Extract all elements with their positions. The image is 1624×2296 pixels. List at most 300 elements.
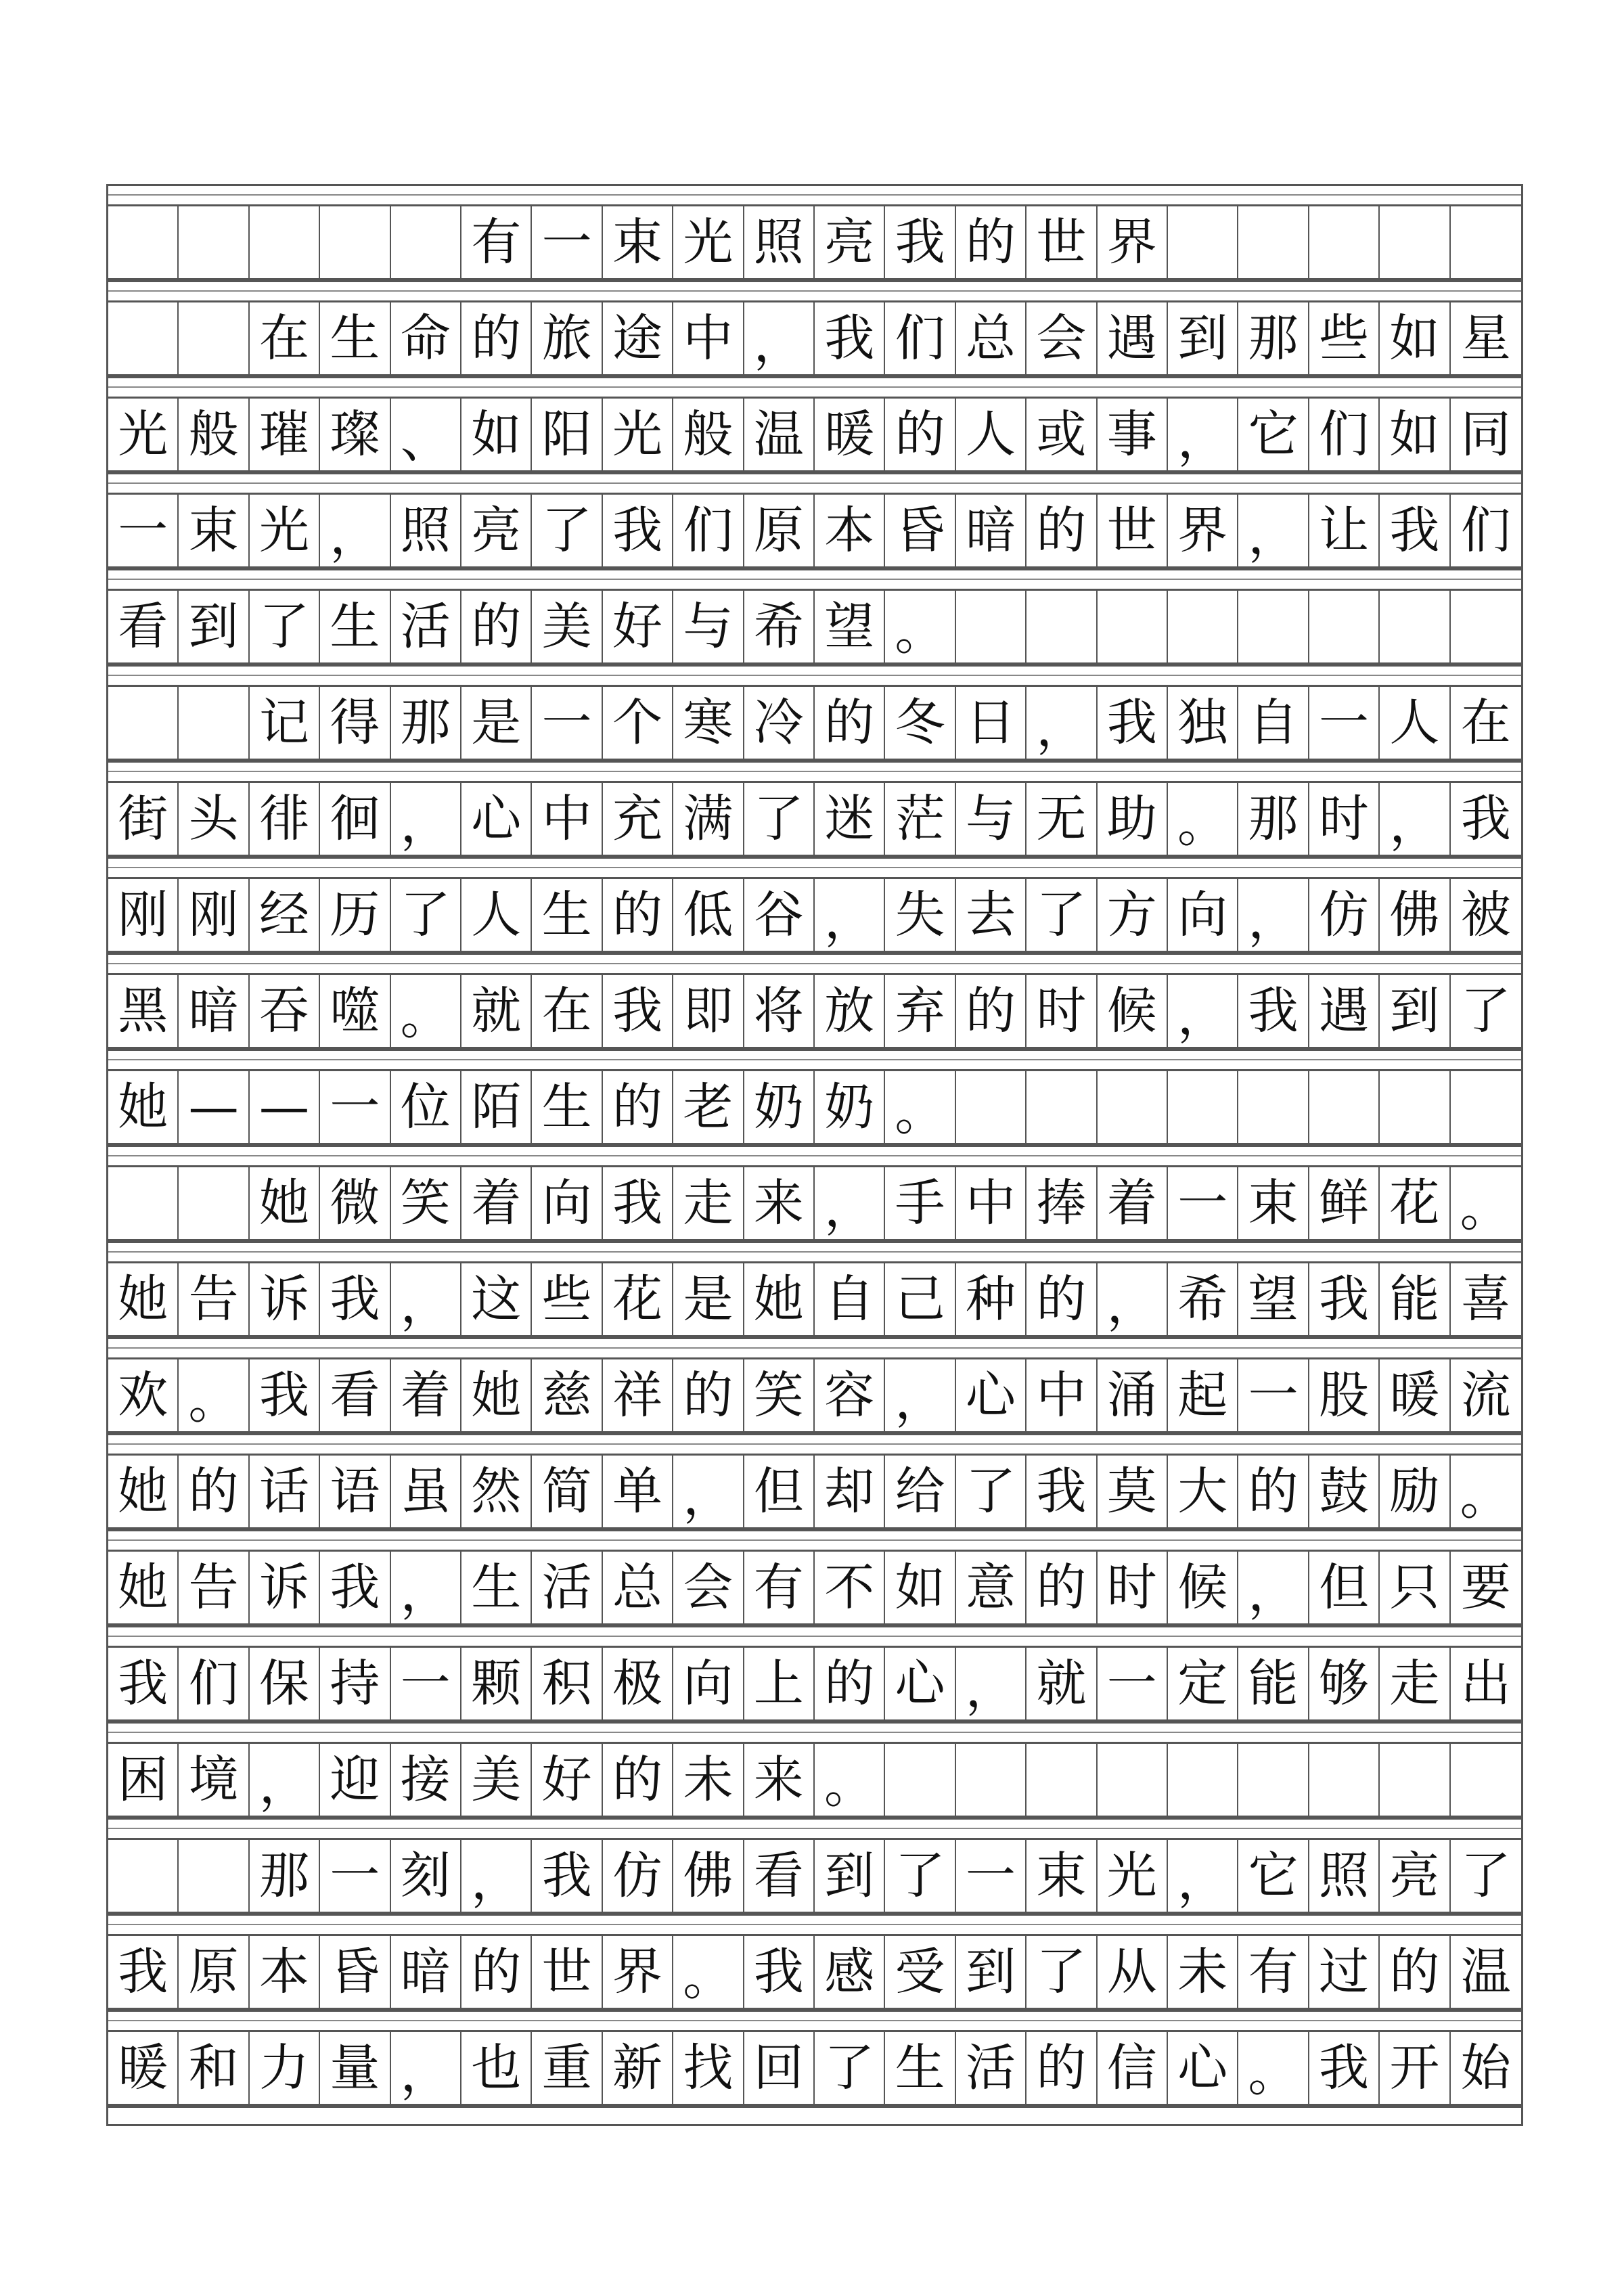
grid-cell: 般: [179, 399, 249, 470]
grid-cell: 奶: [815, 1071, 885, 1143]
grid-cell: [1238, 591, 1309, 662]
grid-row: [108, 877, 1521, 953]
grid-cell: 本: [250, 1936, 320, 2008]
grid-cell: 时: [1098, 1552, 1168, 1623]
grid-cell: 给: [885, 1456, 955, 1527]
text-row: [108, 1145, 1521, 1241]
grid-cell: [1168, 1744, 1238, 1816]
grid-cell: 我: [108, 1648, 179, 1719]
grid-cell: 一: [1098, 1648, 1168, 1719]
grid-cell: [320, 206, 390, 278]
grid-cell: 祥: [603, 1359, 673, 1431]
grid-cell: 的: [956, 206, 1027, 278]
grid-cell: 走: [673, 1167, 744, 1239]
grid-cell: 暗: [391, 1936, 461, 2008]
grid-cell: [956, 1071, 1027, 1143]
grid-cell: 照: [1309, 1840, 1380, 1912]
grid-cell: 如: [1380, 399, 1450, 470]
grid-cell: [108, 687, 179, 759]
grid-cell: 历: [320, 879, 390, 951]
grid-cell: [1027, 1071, 1097, 1143]
row-spacer: [108, 665, 1521, 685]
grid-cell: 那: [391, 687, 461, 759]
grid-cell: 刚: [179, 879, 249, 951]
grid-cell: 困: [108, 1744, 179, 1816]
grid-cell: 定: [1168, 1648, 1238, 1719]
grid-cell: 如: [885, 1552, 955, 1623]
grid-cell: 它: [1238, 1840, 1309, 1912]
grid-cell: [250, 206, 320, 278]
grid-row: [108, 397, 1521, 472]
row-spacer: [108, 472, 1521, 493]
grid-cell: ，: [391, 783, 461, 855]
grid-cell: 望: [815, 591, 885, 662]
text-row: [108, 472, 1521, 568]
grid-cell: 暖: [815, 399, 885, 470]
grid-cell: 从: [1098, 1936, 1168, 2008]
grid-cell: [1238, 1071, 1309, 1143]
row-spacer: [108, 953, 1521, 973]
grid-cell: [391, 206, 461, 278]
grid-cell: [1309, 591, 1380, 662]
grid-cell: 花: [1380, 1167, 1450, 1239]
grid-cell: 着: [1098, 1167, 1168, 1239]
grid-cell: 候: [1098, 975, 1168, 1047]
grid-cell: [1098, 591, 1168, 662]
grid-row: [108, 2030, 1521, 2106]
grid-cell: 在: [1460, 694, 1511, 752]
grid-cell: 们: [673, 495, 744, 566]
grid-cell: 的: [1027, 1263, 1097, 1335]
grid-row: [108, 973, 1521, 1049]
grid-cell: 看: [108, 591, 179, 662]
grid-cell: 话: [250, 1456, 320, 1527]
grid-cell: 告: [179, 1552, 249, 1623]
grid-cell: 不: [815, 1552, 885, 1623]
grid-row: [108, 685, 1521, 761]
grid-cell: 我: [1098, 687, 1168, 759]
grid-cell: 力: [250, 2032, 320, 2104]
grid-cell: ，: [1238, 495, 1309, 566]
grid-cell: [1238, 1744, 1309, 1816]
row-spacer: [108, 1145, 1521, 1165]
grid-cell: 就: [1027, 1648, 1097, 1719]
text-row: [108, 1625, 1521, 1721]
grid-cell: 活: [391, 591, 461, 662]
grid-cell: [1027, 1744, 1097, 1816]
title-row: [108, 184, 1521, 280]
grid-cell: 一: [320, 1840, 390, 1912]
grid-cell: 一: [391, 1648, 461, 1719]
grid-cell: 暖: [1380, 1359, 1450, 1431]
grid-cell: [179, 1167, 249, 1239]
grid-cell: 失: [885, 879, 955, 951]
grid-cell: 中: [532, 783, 602, 855]
grid-cell: 诉: [250, 1552, 320, 1623]
grid-cell: 束: [179, 495, 249, 566]
grid-cell: 日: [956, 687, 1027, 759]
grid-cell: 。: [1460, 1179, 1510, 1238]
grid-cell: 保: [250, 1648, 320, 1719]
grid-cell: 仿: [1309, 879, 1380, 951]
grid-cell: 与: [673, 591, 744, 662]
grid-cell: 在: [250, 302, 320, 374]
grid-cell: 我: [815, 302, 885, 374]
grid-cell: 的: [1238, 1456, 1309, 1527]
grid-cell: 那: [250, 1840, 320, 1912]
grid-cell: 向: [673, 1648, 744, 1719]
grid-cell: 大: [1168, 1456, 1238, 1527]
grid-row: [108, 1165, 1521, 1241]
grid-cell: 的: [461, 302, 532, 374]
grid-cell: 们: [179, 1648, 249, 1719]
grid-cell: 她: [108, 1552, 179, 1623]
grid-cell: 佛: [673, 1840, 744, 1912]
text-row: [108, 1721, 1521, 1818]
grid-cell: 即: [673, 975, 744, 1047]
grid-cell: ，: [1098, 1263, 1168, 1335]
grid-cell: 我: [603, 495, 673, 566]
grid-cell: 到: [815, 1840, 885, 1912]
grid-cell: 鼓: [1309, 1456, 1380, 1527]
grid-cell: 了: [1027, 1936, 1097, 2008]
row-spacer: [108, 1818, 1521, 1838]
grid-cell: 那: [1238, 302, 1309, 374]
grid-cell: 够: [1309, 1648, 1380, 1719]
grid-cell: 一: [320, 1071, 390, 1143]
grid-cell: 的: [1027, 2032, 1097, 2104]
grid-cell: 信: [1098, 2032, 1168, 2104]
grid-cell: 。: [673, 1936, 744, 2008]
grid-cell: 佛: [1380, 879, 1450, 951]
grid-cell: 美: [532, 591, 602, 662]
grid-cell: 本: [815, 495, 885, 566]
grid-cell: 看: [320, 1359, 390, 1431]
grid-cell: [179, 206, 249, 278]
grid-cell: 过: [1309, 1936, 1380, 2008]
grid-cell: 我: [532, 1840, 602, 1912]
grid-cell: 的: [1380, 1936, 1450, 2008]
grid-cell: 了: [250, 591, 320, 662]
grid-cell: 会: [673, 1552, 744, 1623]
grid-cell: 她: [744, 1263, 815, 1335]
grid-cell: ，: [1168, 1840, 1238, 1912]
grid-cell: 这: [461, 1263, 532, 1335]
grid-cell: 持: [320, 1648, 390, 1719]
grid-cell: 笑: [391, 1167, 461, 1239]
grid-cell: 有: [1238, 1936, 1309, 2008]
grid-cell: 出: [1460, 1655, 1511, 1713]
grid-cell: 了: [956, 1456, 1027, 1527]
row-spacer: [108, 1529, 1521, 1550]
grid-cell: 。: [815, 1744, 885, 1816]
grid-cell: 光: [1098, 1840, 1168, 1912]
grid-cell: [1168, 1071, 1238, 1143]
grid-cell: 迎: [320, 1744, 390, 1816]
grid-cell: 人: [461, 879, 532, 951]
grid-cell: 仿: [603, 1840, 673, 1912]
grid-cell: 头: [179, 783, 249, 855]
grid-cell: 们: [1460, 501, 1511, 560]
grid-cell: 微: [320, 1167, 390, 1239]
grid-cell: 界: [603, 1936, 673, 2008]
grid-row: [108, 300, 1521, 376]
grid-cell: 光: [603, 399, 673, 470]
grid-cell: 光: [250, 495, 320, 566]
grid-cell: 单: [603, 1456, 673, 1527]
grid-cell: 些: [1309, 302, 1380, 374]
grid-cell: 但: [744, 1456, 815, 1527]
grid-cell: 的: [603, 1744, 673, 1816]
grid-cell: 世: [1098, 495, 1168, 566]
grid-cell: 。: [179, 1359, 249, 1431]
grid-cell: 回: [744, 2032, 815, 2104]
grid-cell: 时: [1027, 975, 1097, 1047]
grid-cell: [1027, 591, 1097, 662]
grid-cell: 冬: [885, 687, 955, 759]
grid-cell: 要: [1460, 1558, 1511, 1617]
row-spacer: [108, 1337, 1521, 1357]
grid-cell: 星: [1460, 309, 1511, 367]
grid-cell: [108, 1167, 179, 1239]
grid-cell: 向: [532, 1167, 602, 1239]
text-row: [108, 1433, 1521, 1529]
grid-cell: [885, 1744, 955, 1816]
grid-cell: ，: [391, 2032, 461, 2104]
grid-cell: [179, 1840, 249, 1912]
grid-cell: 鲜: [1309, 1167, 1380, 1239]
grid-cell: 到: [179, 591, 249, 662]
grid-cell: 刚: [108, 879, 179, 951]
grid-cell: 照: [391, 495, 461, 566]
grid-cell: 或: [1027, 399, 1097, 470]
grid-cell: 重: [532, 2032, 602, 2104]
grid-cell: 我: [320, 1263, 390, 1335]
grid-cell: 了: [1027, 879, 1097, 951]
grid-cell: 也: [461, 2032, 532, 2104]
grid-cell: 。: [1168, 783, 1238, 855]
grid-cell: 寒: [673, 687, 744, 759]
grid-row: [108, 1357, 1521, 1433]
grid-cell: 放: [815, 975, 885, 1047]
text-row: [108, 376, 1521, 472]
grid-cell: 我: [603, 1167, 673, 1239]
grid-cell: 的: [461, 1936, 532, 2008]
grid-cell: 一: [108, 495, 179, 566]
grid-cell: 了: [1460, 982, 1511, 1040]
grid-cell: 位: [391, 1071, 461, 1143]
grid-cell: 着: [461, 1167, 532, 1239]
grid-cell: 刻: [391, 1840, 461, 1912]
grid-cell: 亮: [461, 495, 532, 566]
grid-cell: 。: [391, 975, 461, 1047]
grid-cell: 们: [885, 302, 955, 374]
grid-cell: 一: [1238, 1359, 1309, 1431]
grid-cell: ，: [744, 302, 815, 374]
grid-cell: 阳: [532, 399, 602, 470]
grid-cell: 起: [1168, 1359, 1238, 1431]
grid-cell: 弃: [885, 975, 955, 1047]
grid-cell: 的: [815, 1648, 885, 1719]
grid-row: [108, 1261, 1521, 1337]
grid-cell: 生: [532, 1071, 602, 1143]
row-spacer: [108, 1914, 1521, 1934]
grid-cell: 世: [532, 1936, 602, 2008]
grid-cell: 总: [603, 1552, 673, 1623]
grid-cell: 会: [1027, 302, 1097, 374]
grid-cell: 到: [1380, 975, 1450, 1047]
grid-cell: 希: [744, 591, 815, 662]
grid-cell: 己: [885, 1263, 955, 1335]
grid-cell: [1309, 1744, 1380, 1816]
grid-cell: ，: [885, 1359, 955, 1431]
grid-cell: 有: [744, 1552, 815, 1623]
grid-cell: ，: [1168, 975, 1238, 1047]
grid-cell: 开: [1380, 2032, 1450, 2104]
grid-cell: 束: [603, 206, 673, 278]
grid-cell: 诉: [250, 1263, 320, 1335]
grid-cell: 茫: [885, 783, 955, 855]
text-row: [108, 953, 1521, 1049]
grid-cell: 谷: [744, 879, 815, 951]
text-row: [108, 280, 1521, 376]
grid-cell: 在: [532, 975, 602, 1047]
grid-cell: [1309, 206, 1380, 278]
grid-cell: 慈: [532, 1359, 602, 1431]
grid-cell: 喜: [1460, 1270, 1511, 1328]
grid-cell: 生: [320, 591, 390, 662]
grid-cell: —: [179, 1071, 249, 1143]
row-spacer: [108, 857, 1521, 877]
grid-cell: [179, 687, 249, 759]
grid-cell: 了: [1460, 1847, 1511, 1905]
row-spacer: [108, 1433, 1521, 1454]
grid-cell: 手: [885, 1167, 955, 1239]
grid-cell: 候: [1168, 1552, 1238, 1623]
text-row: [108, 2010, 1521, 2106]
grid-cell: 我: [250, 1359, 320, 1431]
grid-cell: 了: [885, 1840, 955, 1912]
grid-cell: 个: [603, 687, 673, 759]
grid-cell: 旅: [532, 302, 602, 374]
grid-cell: 种: [956, 1263, 1027, 1335]
grid-cell: 的: [956, 975, 1027, 1047]
grid-cell: [108, 206, 179, 278]
grid-cell: 极: [603, 1648, 673, 1719]
grid-cell: [956, 1744, 1027, 1816]
grid-cell: [1380, 591, 1450, 662]
grid-cell: 望: [1238, 1263, 1309, 1335]
grid-cell: [1380, 1744, 1450, 1816]
grid-cell: 是: [673, 1263, 744, 1335]
grid-cell: 感: [815, 1936, 885, 2008]
text-row: [108, 1529, 1521, 1625]
grid-cell: 我: [1380, 495, 1450, 566]
grid-cell: 容: [815, 1359, 885, 1431]
grid-cell: 原: [744, 495, 815, 566]
grid-cell: 将: [744, 975, 815, 1047]
grid-cell: 来: [744, 1167, 815, 1239]
grid-cell: 心: [461, 783, 532, 855]
grid-cell: [1168, 206, 1238, 278]
row-spacer: [108, 1721, 1521, 1742]
grid-cell: 。: [885, 1071, 955, 1143]
grid-cell: 她: [250, 1167, 320, 1239]
grid-cell: 记: [250, 687, 320, 759]
grid-cell: 生: [885, 2032, 955, 2104]
grid-cell: 界: [1098, 206, 1168, 278]
grid-cell: 。: [1460, 1468, 1510, 1526]
grid-cell: 同: [1460, 405, 1511, 464]
grid-cell: 束: [1238, 1167, 1309, 1239]
grid-cell: 的: [1027, 1552, 1097, 1623]
grid-cell: 来: [744, 1744, 815, 1816]
grid-cell: 陌: [461, 1071, 532, 1143]
grid-cell: 温: [1460, 1943, 1511, 2001]
text-row: [108, 1914, 1521, 2010]
grid-cell: 股: [1309, 1359, 1380, 1431]
grid-cell: 一: [1168, 1167, 1238, 1239]
grid-cell: 总: [956, 302, 1027, 374]
grid-cell: 的: [673, 1359, 744, 1431]
grid-row: [108, 781, 1521, 857]
grid-cell: 境: [179, 1744, 249, 1816]
grid-row: [108, 1454, 1521, 1529]
row-spacer: [108, 280, 1521, 300]
grid-cell: 受: [885, 1936, 955, 2008]
grid-cell: 街: [108, 783, 179, 855]
grid-cell: 徘: [250, 783, 320, 855]
grid-cell: 然: [461, 1456, 532, 1527]
grid-cell: 一: [532, 206, 602, 278]
grid-cell: 我: [108, 1936, 179, 2008]
grid-cell: 徊: [320, 783, 390, 855]
grid-cell: ，: [391, 1263, 461, 1335]
grid-cell: 璨: [320, 399, 390, 470]
row-spacer: [108, 376, 1521, 397]
grid-cell: 一: [1309, 687, 1380, 759]
grid-cell: 那: [1238, 783, 1309, 855]
grid-cell: 遇: [1098, 302, 1168, 374]
grid-cell: 始: [1460, 2039, 1511, 2097]
grid-cell: [1380, 206, 1450, 278]
grid-cell: [1168, 591, 1238, 662]
grid-cell: 我: [1309, 1263, 1380, 1335]
grid-cell: 昏: [885, 495, 955, 566]
grid-cell: 与: [956, 783, 1027, 855]
grid-cell: 向: [1168, 879, 1238, 951]
grid-cell: 世: [1027, 206, 1097, 278]
grid-cell: 途: [603, 302, 673, 374]
grid-cell: 接: [391, 1744, 461, 1816]
grid-cell: 独: [1168, 687, 1238, 759]
grid-cell: 捧: [1027, 1167, 1097, 1239]
grid-cell: 迷: [815, 783, 885, 855]
grid-cell: 到: [1168, 302, 1238, 374]
grid-cell: 些: [532, 1263, 602, 1335]
grid-cell: [956, 591, 1027, 662]
grid-cell: 、: [391, 399, 461, 470]
grid-cell: 低: [673, 879, 744, 951]
grid-cell: 能: [1380, 1263, 1450, 1335]
grid-cell: 和: [179, 2032, 249, 2104]
grid-cell: 老: [673, 1071, 744, 1143]
grid-cell: 暖: [108, 2032, 179, 2104]
grid-cell: 她: [108, 1456, 179, 1527]
text-row: [108, 1818, 1521, 1914]
grid-row: [108, 1934, 1521, 2010]
grid-cell: ，: [1027, 687, 1097, 759]
